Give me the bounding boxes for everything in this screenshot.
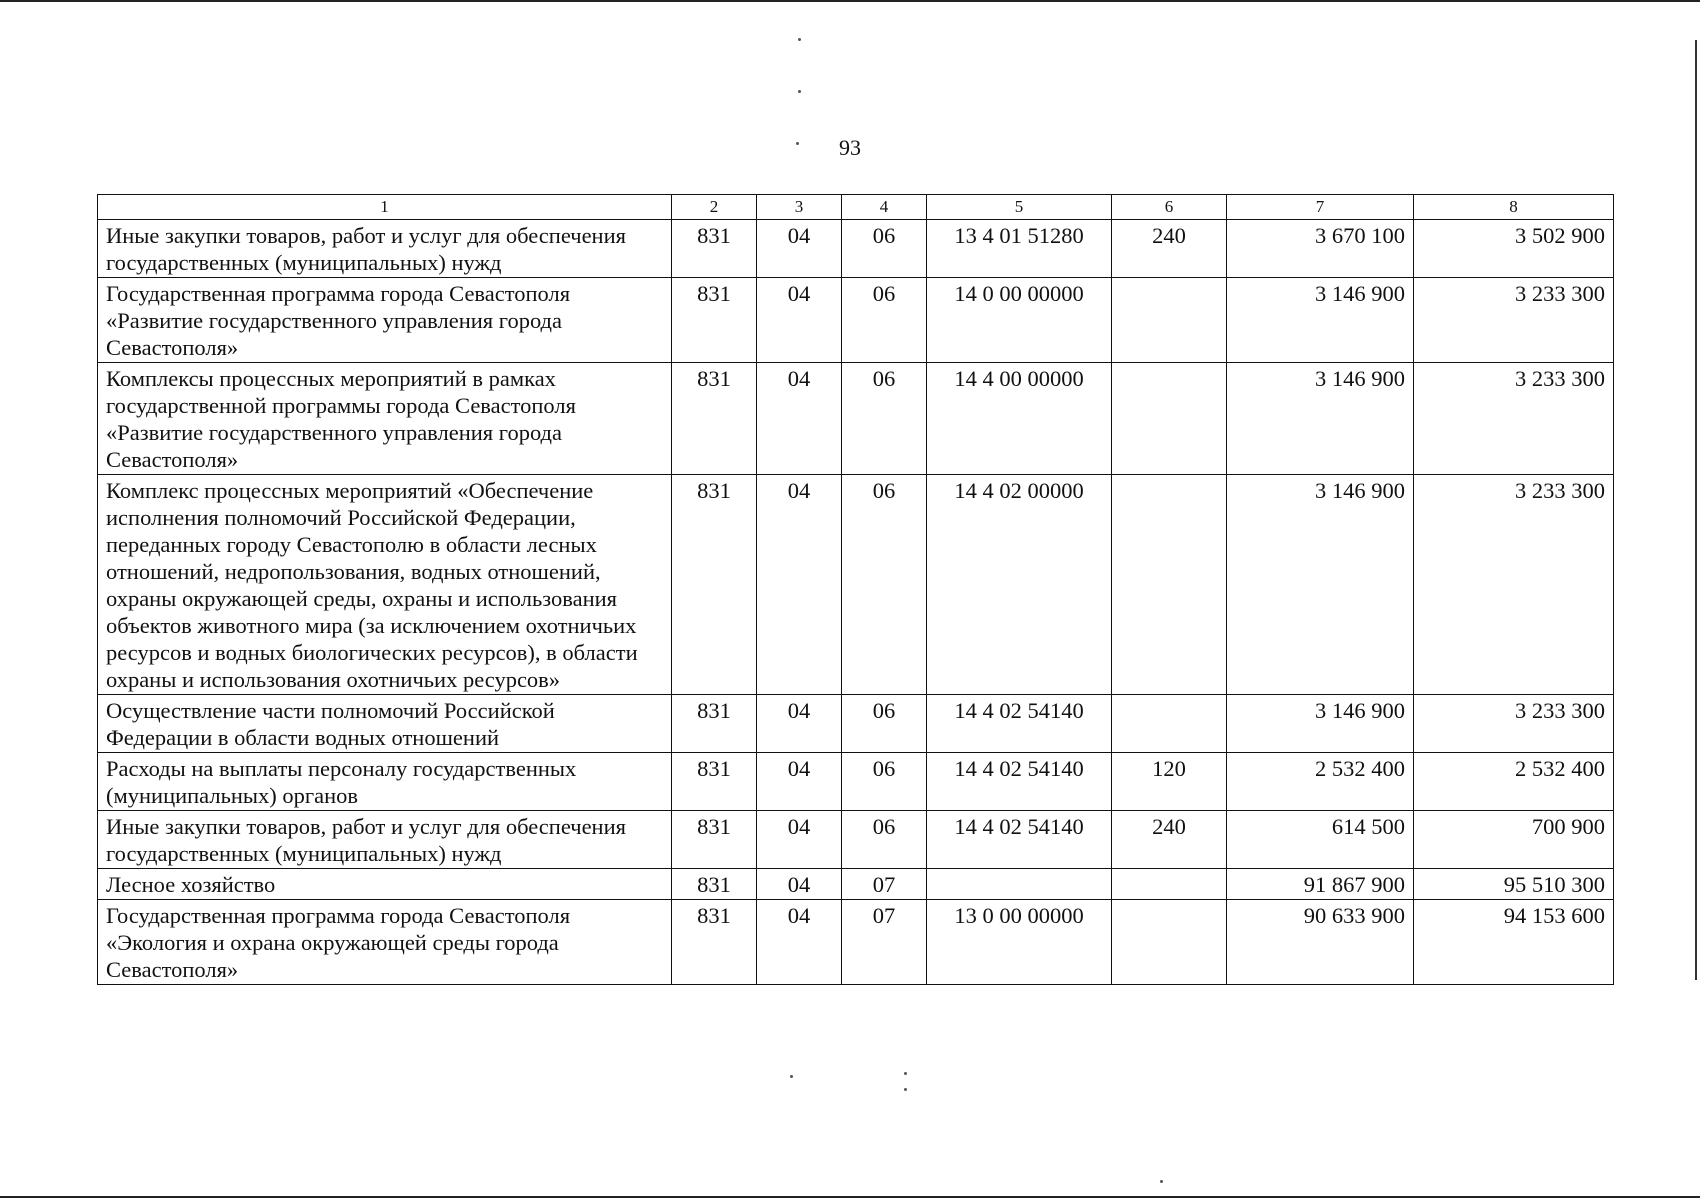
- row-name: Лесное хозяйство: [98, 869, 672, 900]
- row-name: Комплексы процессных мероприятий в рамках государственной программы города Севастополя «Развитие государственного управления города Севастополя»: [98, 363, 672, 475]
- amount-year1: 3 146 900: [1227, 278, 1414, 363]
- target-code: 14 0 00 00000: [927, 278, 1112, 363]
- row-name: Государственная программа города Севастополя «Экология и охрана окружающей среды города Севастополя»: [98, 900, 672, 985]
- scan-speck: [904, 1088, 907, 1091]
- amount-year2: 3 233 300: [1414, 278, 1614, 363]
- page-number: 93: [839, 135, 861, 160]
- subsection-code: 06: [842, 475, 927, 695]
- target-code: 14 4 02 54140: [927, 811, 1112, 869]
- ministry-code: 831: [672, 278, 757, 363]
- ministry-code: 831: [672, 753, 757, 811]
- amount-year1: 3 146 900: [1227, 475, 1414, 695]
- scan-speck: [790, 1075, 793, 1078]
- ministry-code: 831: [672, 695, 757, 753]
- column-header: 5: [927, 195, 1112, 220]
- subsection-code: 06: [842, 811, 927, 869]
- amount-year1: 90 633 900: [1227, 900, 1414, 985]
- column-header: 2: [672, 195, 757, 220]
- ministry-code: 831: [672, 220, 757, 278]
- scan-edge-bottom: [0, 1196, 1700, 1198]
- target-code: 13 4 01 51280: [927, 220, 1112, 278]
- target-code: [927, 869, 1112, 900]
- column-header: 8: [1414, 195, 1614, 220]
- table-row: [98, 869, 1614, 900]
- amount-year1: 91 867 900: [1227, 869, 1414, 900]
- table-row: [98, 363, 1614, 475]
- target-code: 14 4 02 00000: [927, 475, 1112, 695]
- subsection-code: 06: [842, 695, 927, 753]
- ministry-code: 831: [672, 363, 757, 475]
- ministry-code: 831: [672, 869, 757, 900]
- expense-type-code: [1112, 475, 1227, 695]
- section-code: 04: [757, 475, 842, 695]
- subsection-code: 07: [842, 900, 927, 985]
- section-code: 04: [757, 220, 842, 278]
- table-row: [98, 753, 1614, 811]
- section-code: 04: [757, 811, 842, 869]
- expense-type-code: [1112, 695, 1227, 753]
- scan-speck: [798, 90, 801, 93]
- header-row: [98, 195, 1614, 220]
- expense-type-code: [1112, 363, 1227, 475]
- table-row: [98, 811, 1614, 869]
- expense-type-code: [1112, 278, 1227, 363]
- subsection-code: 06: [842, 753, 927, 811]
- ministry-code: 831: [672, 900, 757, 985]
- scan-edge-right: [1695, 40, 1697, 980]
- column-header: 6: [1112, 195, 1227, 220]
- column-header: 3: [757, 195, 842, 220]
- table-row: [98, 695, 1614, 753]
- scan-speck: [798, 38, 801, 41]
- subsection-code: 06: [842, 363, 927, 475]
- target-code: 14 4 02 54140: [927, 753, 1112, 811]
- row-name: Комплекс процессных мероприятий «Обеспечение исполнения полномочий Российской Федерации, переданных городу Севастополю в области лесных отношений, недропользования, водных отношений, охраны окружающей среды, охраны и использования объектов животного мира (за исключением охотничьих ресурсов и водных биологических ресурсов), в области охраны и использования охотничьих ресурсов»: [98, 475, 672, 695]
- target-code: 14 4 02 54140: [927, 695, 1112, 753]
- expense-type-code: 120: [1112, 753, 1227, 811]
- target-code: 13 0 00 00000: [927, 900, 1112, 985]
- section-code: 04: [757, 869, 842, 900]
- scan-speck: [796, 142, 799, 145]
- row-name: Государственная программа города Севастополя «Развитие государственного управления города Севастополя»: [98, 278, 672, 363]
- amount-year1: 3 670 100: [1227, 220, 1414, 278]
- table-row: [98, 900, 1614, 985]
- budget-table: [97, 194, 1614, 985]
- row-name: Иные закупки товаров, работ и услуг для обеспечения государственных (муниципальных) нужд: [98, 220, 672, 278]
- scan-edge-top: [0, 0, 1700, 2]
- scan-speck: [904, 1072, 907, 1075]
- table-row: [98, 475, 1614, 695]
- table-row: [98, 278, 1614, 363]
- amount-year2: 3 502 900: [1414, 220, 1614, 278]
- amount-year2: 94 153 600: [1414, 900, 1614, 985]
- column-header: 1: [98, 195, 672, 220]
- amount-year2: 2 532 400: [1414, 753, 1614, 811]
- subsection-code: 06: [842, 278, 927, 363]
- amount-year2: 3 233 300: [1414, 363, 1614, 475]
- expense-type-code: 240: [1112, 220, 1227, 278]
- expense-type-code: [1112, 869, 1227, 900]
- ministry-code: 831: [672, 475, 757, 695]
- ministry-code: 831: [672, 811, 757, 869]
- amount-year2: 3 233 300: [1414, 695, 1614, 753]
- subsection-code: 06: [842, 220, 927, 278]
- column-header: 4: [842, 195, 927, 220]
- table-row: [98, 220, 1614, 278]
- amount-year2: 700 900: [1414, 811, 1614, 869]
- amount-year1: 2 532 400: [1227, 753, 1414, 811]
- row-name: Расходы на выплаты персоналу государственных (муниципальных) органов: [98, 753, 672, 811]
- amount-year1: 3 146 900: [1227, 695, 1414, 753]
- subsection-code: 07: [842, 869, 927, 900]
- amount-year1: 3 146 900: [1227, 363, 1414, 475]
- expense-type-code: 240: [1112, 811, 1227, 869]
- section-code: 04: [757, 278, 842, 363]
- column-header: 7: [1227, 195, 1414, 220]
- amount-year2: 95 510 300: [1414, 869, 1614, 900]
- amount-year1: 614 500: [1227, 811, 1414, 869]
- scan-speck: [1160, 1180, 1163, 1183]
- section-code: 04: [757, 900, 842, 985]
- target-code: 14 4 00 00000: [927, 363, 1112, 475]
- expense-type-code: [1112, 900, 1227, 985]
- section-code: 04: [757, 753, 842, 811]
- section-code: 04: [757, 695, 842, 753]
- amount-year2: 3 233 300: [1414, 475, 1614, 695]
- section-code: 04: [757, 363, 842, 475]
- row-name: Иные закупки товаров, работ и услуг для обеспечения государственных (муниципальных) нужд: [98, 811, 672, 869]
- row-name: Осуществление части полномочий Российской Федерации в области водных отношений: [98, 695, 672, 753]
